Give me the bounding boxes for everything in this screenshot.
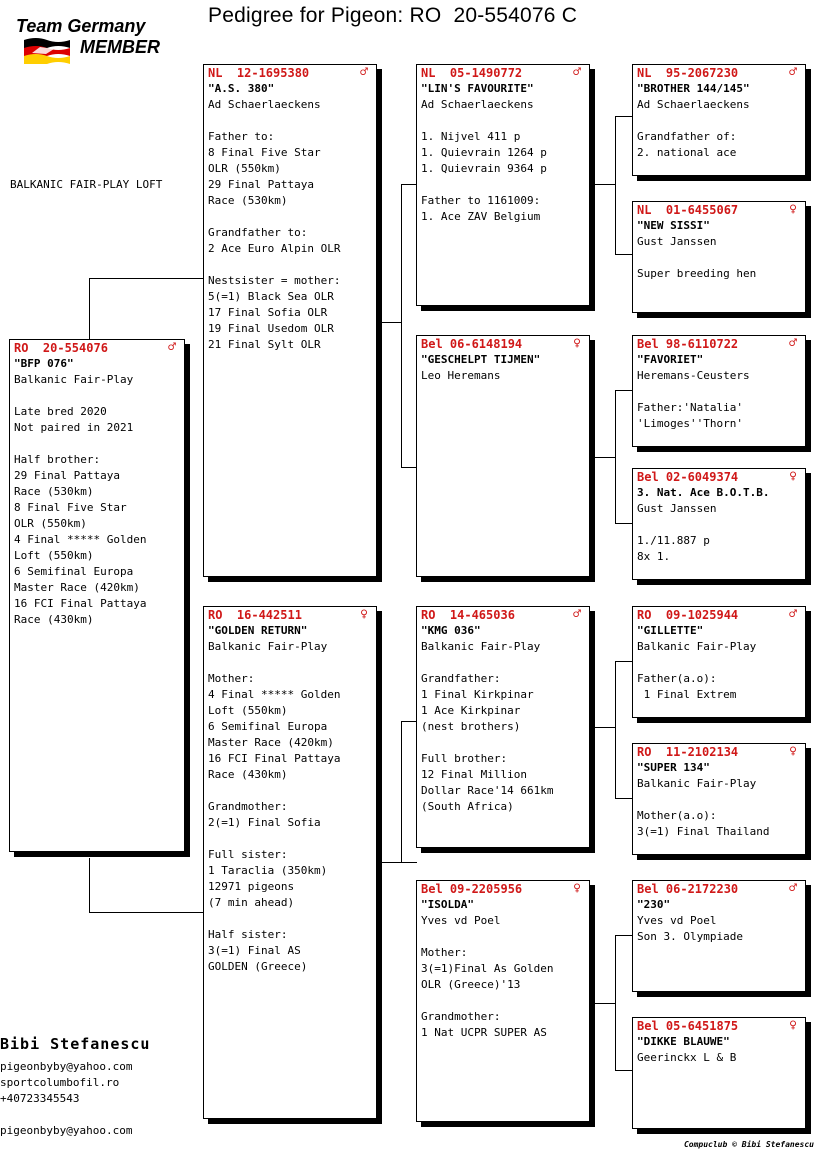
ring-number-text: Bel 06-2172230 <box>637 882 739 896</box>
pigeon-info-line <box>208 113 372 129</box>
connector-line <box>615 661 633 662</box>
pigeon-name: "FAVORIET" <box>637 353 704 366</box>
female-symbol-icon: ♀ <box>573 336 581 351</box>
pigeon-info-line: Super breeding hen <box>637 267 757 280</box>
pigeon-info-line: Mother(a.o): <box>637 809 717 822</box>
connector-line <box>615 116 633 117</box>
pigeon-info-line: Loft (550km) <box>14 549 94 562</box>
female-symbol-icon: ♀ <box>789 469 797 484</box>
pigeon-info-line: Master Race (420km) <box>208 736 334 749</box>
pigeon-info-line: Son 3. Olympiade <box>637 930 743 943</box>
pigeon-info-line: Ad Schaerlaeckens <box>208 98 321 111</box>
pigeon-info-line: 1./11.887 p <box>637 534 710 547</box>
ring-number <box>637 65 801 81</box>
ring-number-text: Bel 09-2205956 <box>421 882 523 896</box>
pigeon-info-line: Nestsister = mother: <box>208 274 341 287</box>
pigeon-info-line <box>421 735 585 751</box>
connector-line <box>401 184 417 185</box>
pigeon-info-line <box>14 388 180 404</box>
pigeon-info-line: Race (530km) <box>208 194 288 207</box>
pigeon-info-line: Yves vd Poel <box>421 914 501 927</box>
pigeon-info-line: Race (530km) <box>14 485 94 498</box>
pigeon-info-line: (South Africa) <box>421 800 514 813</box>
pigeon-info-line: Balkanic Fair-Play <box>637 640 757 653</box>
ring-number-text: NL 05-1490772 <box>421 66 523 80</box>
connector-line <box>615 116 616 254</box>
pigeon-info-line: 1. Quievrain 1264 p <box>421 146 547 159</box>
pigeon-info-line: 1 Ace Kirkpinar <box>421 704 521 717</box>
connector-line <box>615 935 633 936</box>
pigeon-info-line: 5(=1) Black Sea OLR <box>208 290 334 303</box>
pigeon-info-line <box>637 113 801 129</box>
connector-line <box>401 184 402 467</box>
pigeon-info-line: Ad Schaerlaeckens <box>421 98 534 111</box>
pigeon-name: "ISOLDA" <box>421 898 474 911</box>
pigeon-info-line: Father(a.o): <box>637 672 717 685</box>
pigeon-info-line: Father to 1161009: <box>421 194 541 207</box>
pigeon-info-line <box>637 384 801 400</box>
ring-number <box>208 65 372 81</box>
pigeon-name: "SUPER 134" <box>637 761 710 774</box>
pigeon-info-line: Grandfather: <box>421 672 501 685</box>
pigeon-name: "KMG 036" <box>421 624 481 637</box>
connector-line <box>401 862 417 863</box>
ring-number <box>208 607 372 623</box>
pigeon-info-line: 8 Final Five Star <box>14 501 127 514</box>
connector-line <box>401 721 417 722</box>
pigeon-info-line: Not paired in 2021 <box>14 421 134 434</box>
connector-line <box>401 721 402 862</box>
pigeon-info-line: Geerinckx L & B <box>637 1051 737 1064</box>
ring-number <box>637 881 801 897</box>
pigeon-info-line: 1. Ace ZAV Belgium <box>421 210 541 223</box>
ring-number-text: RO 16-442511 <box>208 608 302 622</box>
pigeon-info-line <box>208 783 372 799</box>
great-grandparent-card-fff[interactable] <box>632 64 806 176</box>
pigeon-info-line: 'Limoges''Thorn' <box>637 417 743 430</box>
pigeon-info-line: Leo Heremans <box>421 369 501 382</box>
great-grandparent-card-ffm[interactable] <box>632 201 806 313</box>
pigeon-info-line: Half brother: <box>14 453 101 466</box>
pigeon-info-line <box>208 209 372 225</box>
maternal-grandfather-card[interactable] <box>416 606 590 848</box>
pigeon-info-line: Mother: <box>421 946 468 959</box>
pigeon-info-line: Father to: <box>208 130 275 143</box>
ring-number-text: Bel 06-6148194 <box>421 337 523 351</box>
female-symbol-icon: ♀ <box>573 881 581 896</box>
pigeon-info-line: 3(=1) Final AS <box>208 944 301 957</box>
pigeon-info-line: 16 FCI Final Pattaya <box>208 752 341 765</box>
male-symbol-icon: ♂ <box>789 65 797 80</box>
logo-line-1: Team Germany <box>16 16 146 36</box>
pigeon-info-line: 29 Final Pattaya <box>208 178 314 191</box>
pigeon-info-line: Full sister: <box>208 848 288 861</box>
male-symbol-icon: ♂ <box>573 65 581 80</box>
pigeon-info-line: 16 FCI Final Pattaya <box>14 597 147 610</box>
pigeon-info-line: 2(=1) Final Sofia <box>208 816 321 829</box>
ring-number <box>637 607 801 623</box>
ring-number-text: RO 20-554076 <box>14 341 108 355</box>
connector-line <box>615 661 616 798</box>
pigeon-info-line: Half sister: <box>208 928 288 941</box>
pigeon-name: "BROTHER 144/145" <box>637 82 750 95</box>
connector-line <box>593 1003 615 1004</box>
pigeon-info-line: 1 Final Extrem <box>637 688 737 701</box>
pigeon-info-line: (7 min ahead) <box>208 896 295 909</box>
pigeon-name: "DIKKE BLAUWE" <box>637 1035 730 1048</box>
great-grandparent-card-fmm[interactable] <box>632 468 806 580</box>
maternal-grandmother-card[interactable] <box>416 880 590 1122</box>
pigeon-info-line: Late bred 2020 <box>14 405 107 418</box>
connector-line <box>89 858 90 912</box>
pigeon-info-line: Balkanic Fair-Play <box>637 777 757 790</box>
pigeon-info-line: 2 Ace Euro Alpin OLR <box>208 242 341 255</box>
connector-line <box>89 278 204 279</box>
pigeon-info-line: 4 Final ***** Golden <box>208 688 341 701</box>
pigeon-info-line: Gust Janssen <box>637 502 717 515</box>
pigeon-info-line: Grandmother: <box>208 800 288 813</box>
pigeon-info-line: (nest brothers) <box>421 720 521 733</box>
ring-number <box>637 336 801 352</box>
connector-line <box>593 727 615 728</box>
pigeon-info-line: 17 Final Sofia OLR <box>208 306 328 319</box>
ring-number-text: NL 01-6455067 <box>637 203 739 217</box>
credit-text: Compuclub © Bibi Stefanescu <box>683 1140 814 1149</box>
pigeon-info-line: 29 Final Pattaya <box>14 469 120 482</box>
female-symbol-icon: ♀ <box>789 1018 797 1033</box>
pigeon-info-line <box>421 655 585 671</box>
pigeon-info-line: Master Race (420km) <box>14 581 140 594</box>
great-grandparent-card-mmm[interactable] <box>632 1017 806 1129</box>
pigeon-info-line: Grandfather to: <box>208 226 308 239</box>
pigeon-name: "GOLDEN RETURN" <box>208 624 308 637</box>
connector-line <box>615 1070 633 1071</box>
ring-number-text: Bel 02-6049374 <box>637 470 739 484</box>
pigeon-info-line: Yves vd Poel <box>637 914 717 927</box>
male-symbol-icon: ♂ <box>168 340 176 355</box>
pigeon-info-line: Race (430km) <box>208 768 288 781</box>
pigeon-info-line: Grandfather of: <box>637 130 737 143</box>
ring-number <box>421 65 585 81</box>
great-grandparent-card-mfm[interactable] <box>632 743 806 855</box>
pigeon-info-line: Full brother: <box>421 752 508 765</box>
pigeon-info-line <box>637 655 801 671</box>
breeder-name: Bibi Stefanescu <box>0 1035 151 1053</box>
pigeon-info-line: Balkanic Fair-Play <box>421 640 541 653</box>
ring-number <box>637 744 801 760</box>
connector-line <box>401 467 417 468</box>
pigeon-info-line: Ad Schaerlaeckens <box>637 98 750 111</box>
connector-line <box>381 862 401 863</box>
pigeon-info-line <box>421 113 585 129</box>
ring-number <box>421 607 585 623</box>
pigeon-info-line <box>421 993 585 1009</box>
ring-number <box>637 1018 801 1034</box>
paternal-grandfather-card[interactable] <box>416 64 590 306</box>
connector-line <box>381 322 401 323</box>
male-symbol-icon: ♂ <box>360 65 368 80</box>
pigeon-info-line: 1 Taraclia (350km) <box>208 864 328 877</box>
pigeon-name: "230" <box>637 898 671 911</box>
pigeon-info-line: OLR (550km) <box>14 517 87 530</box>
pigeon-info-line: 6 Semifinal Europa <box>14 565 134 578</box>
pigeon-info-line: 1 Nat UCPR SUPER AS <box>421 1026 547 1039</box>
great-grandparent-card-mff[interactable] <box>632 606 806 718</box>
page-title: Pedigree for Pigeon: RO 20-554076 C <box>208 4 578 27</box>
loft-name: BALKANIC FAIR-PLAY LOFT <box>10 178 163 191</box>
pigeon-info-line: Heremans-Ceusters <box>637 369 750 382</box>
german-flag-icon <box>24 38 70 64</box>
contact-email[interactable]: pigeonbyby@yahoo.com <box>0 1060 133 1073</box>
pigeon-info-line <box>14 436 180 452</box>
female-symbol-icon: ♀ <box>360 607 368 622</box>
pigeon-info-line <box>637 250 801 266</box>
ring-number <box>637 202 801 218</box>
connector-line <box>593 184 615 185</box>
contact-email-2[interactable]: pigeonbyby@yahoo.com <box>0 1124 133 1137</box>
male-symbol-icon: ♂ <box>789 881 797 896</box>
pigeon-info-line: GOLDEN (Greece) <box>208 960 308 973</box>
ring-number-text: Bel 98-6110722 <box>637 337 739 351</box>
pigeon-name: "LIN'S FAVOURITE" <box>421 82 534 95</box>
female-symbol-icon: ♀ <box>789 744 797 759</box>
pigeon-name: "GESCHELPT TIJMEN" <box>421 353 541 366</box>
pigeon-name: "GILLETTE" <box>637 624 704 637</box>
ring-number-text: RO 09-1025944 <box>637 608 739 622</box>
pigeon-info-line <box>208 911 372 927</box>
ring-number <box>421 336 585 352</box>
male-symbol-icon: ♂ <box>573 607 581 622</box>
logo-line-2: MEMBER <box>80 37 160 57</box>
connector-line <box>615 798 633 799</box>
male-symbol-icon: ♂ <box>789 607 797 622</box>
contact-website[interactable]: sportcolumbofil.ro <box>0 1076 120 1089</box>
pigeon-info-line <box>421 929 585 945</box>
ring-number-text: NL 12-1695380 <box>208 66 310 80</box>
pigeon-name: "A.S. 380" <box>208 82 275 95</box>
connector-line <box>89 278 90 340</box>
pigeon-info-line: 8 Final Five Star <box>208 146 321 159</box>
pigeon-info-line <box>637 792 801 808</box>
pigeon-info-line: 3(=1) Final Thailand <box>637 825 770 838</box>
pigeon-name: "BFP 076" <box>14 357 74 370</box>
ring-number <box>14 340 180 356</box>
connector-line <box>615 390 616 523</box>
pigeon-name: "NEW SISSI" <box>637 219 710 232</box>
pigeon-info-line: Dollar Race'14 661km <box>421 784 554 797</box>
pigeon-info-line: Mother: <box>208 672 255 685</box>
great-grandparent-card-mmf[interactable] <box>632 880 806 992</box>
pigeon-info-line: 1. Nijvel 411 p <box>421 130 521 143</box>
pigeon-info-line: Race (430km) <box>14 613 94 626</box>
connector-line <box>615 254 633 255</box>
team-germany-logo <box>14 16 174 68</box>
paternal-grandmother-card[interactable] <box>416 335 590 577</box>
connector-line <box>593 457 615 458</box>
pigeon-info-line: 12 Final Million <box>421 768 527 781</box>
pigeon-info-line: Loft (550km) <box>208 704 288 717</box>
ring-number-text: RO 14-465036 <box>421 608 515 622</box>
ring-number-text: NL 95-2067230 <box>637 66 739 80</box>
male-symbol-icon: ♂ <box>789 336 797 351</box>
subject-pigeon-card[interactable] <box>9 339 185 852</box>
pigeon-info-line: 8x 1. <box>637 550 671 563</box>
great-grandparent-card-fmf[interactable] <box>632 335 806 447</box>
pigeon-info-line: 1 Final Kirkpinar <box>421 688 534 701</box>
ring-number <box>421 881 585 897</box>
connector-line <box>615 390 633 391</box>
connector-line <box>615 935 616 1070</box>
connector-line <box>615 523 633 524</box>
pigeon-info-line: 6 Semifinal Europa <box>208 720 328 733</box>
pigeon-info-line: Balkanic Fair-Play <box>208 640 328 653</box>
connector-line <box>89 912 204 913</box>
pigeon-info-line: 4 Final ***** Golden <box>14 533 147 546</box>
pigeon-info-line <box>421 177 585 193</box>
father-card[interactable] <box>203 64 377 577</box>
pigeon-info-line: Grandmother: <box>421 1010 501 1023</box>
pigeon-info-line: 1. Quievrain 9364 p <box>421 162 547 175</box>
pigeon-info-line <box>208 655 372 671</box>
ring-number-text: RO 11-2102134 <box>637 745 739 759</box>
contact-phone: +40723345543 <box>0 1092 80 1105</box>
pigeon-info-line: Gust Janssen <box>637 235 717 248</box>
pigeon-info-line <box>208 831 372 847</box>
female-symbol-icon: ♀ <box>789 202 797 217</box>
pigeon-info-line: 2. national ace <box>637 146 737 159</box>
pigeon-info-line: 21 Final Sylt OLR <box>208 338 321 351</box>
pigeon-info-line: Balkanic Fair-Play <box>14 373 134 386</box>
ring-number <box>637 469 801 485</box>
pigeon-info-line: 12971 pigeons <box>208 880 295 893</box>
pigeon-name: 3. Nat. Ace B.O.T.B. <box>637 486 770 499</box>
pigeon-info-line: OLR (Greece)'13 <box>421 978 521 991</box>
pigeon-info-line: OLR (550km) <box>208 162 281 175</box>
pigeon-info-line <box>208 257 372 273</box>
pigeon-info-line: 19 Final Usedom OLR <box>208 322 334 335</box>
pigeon-info-line: 3(=1)Final As Golden <box>421 962 554 975</box>
ring-number-text: Bel 05-6451875 <box>637 1019 739 1033</box>
pigeon-info-line: Father:'Natalia' <box>637 401 743 414</box>
mother-card[interactable] <box>203 606 377 1119</box>
pigeon-info-line <box>637 517 801 533</box>
